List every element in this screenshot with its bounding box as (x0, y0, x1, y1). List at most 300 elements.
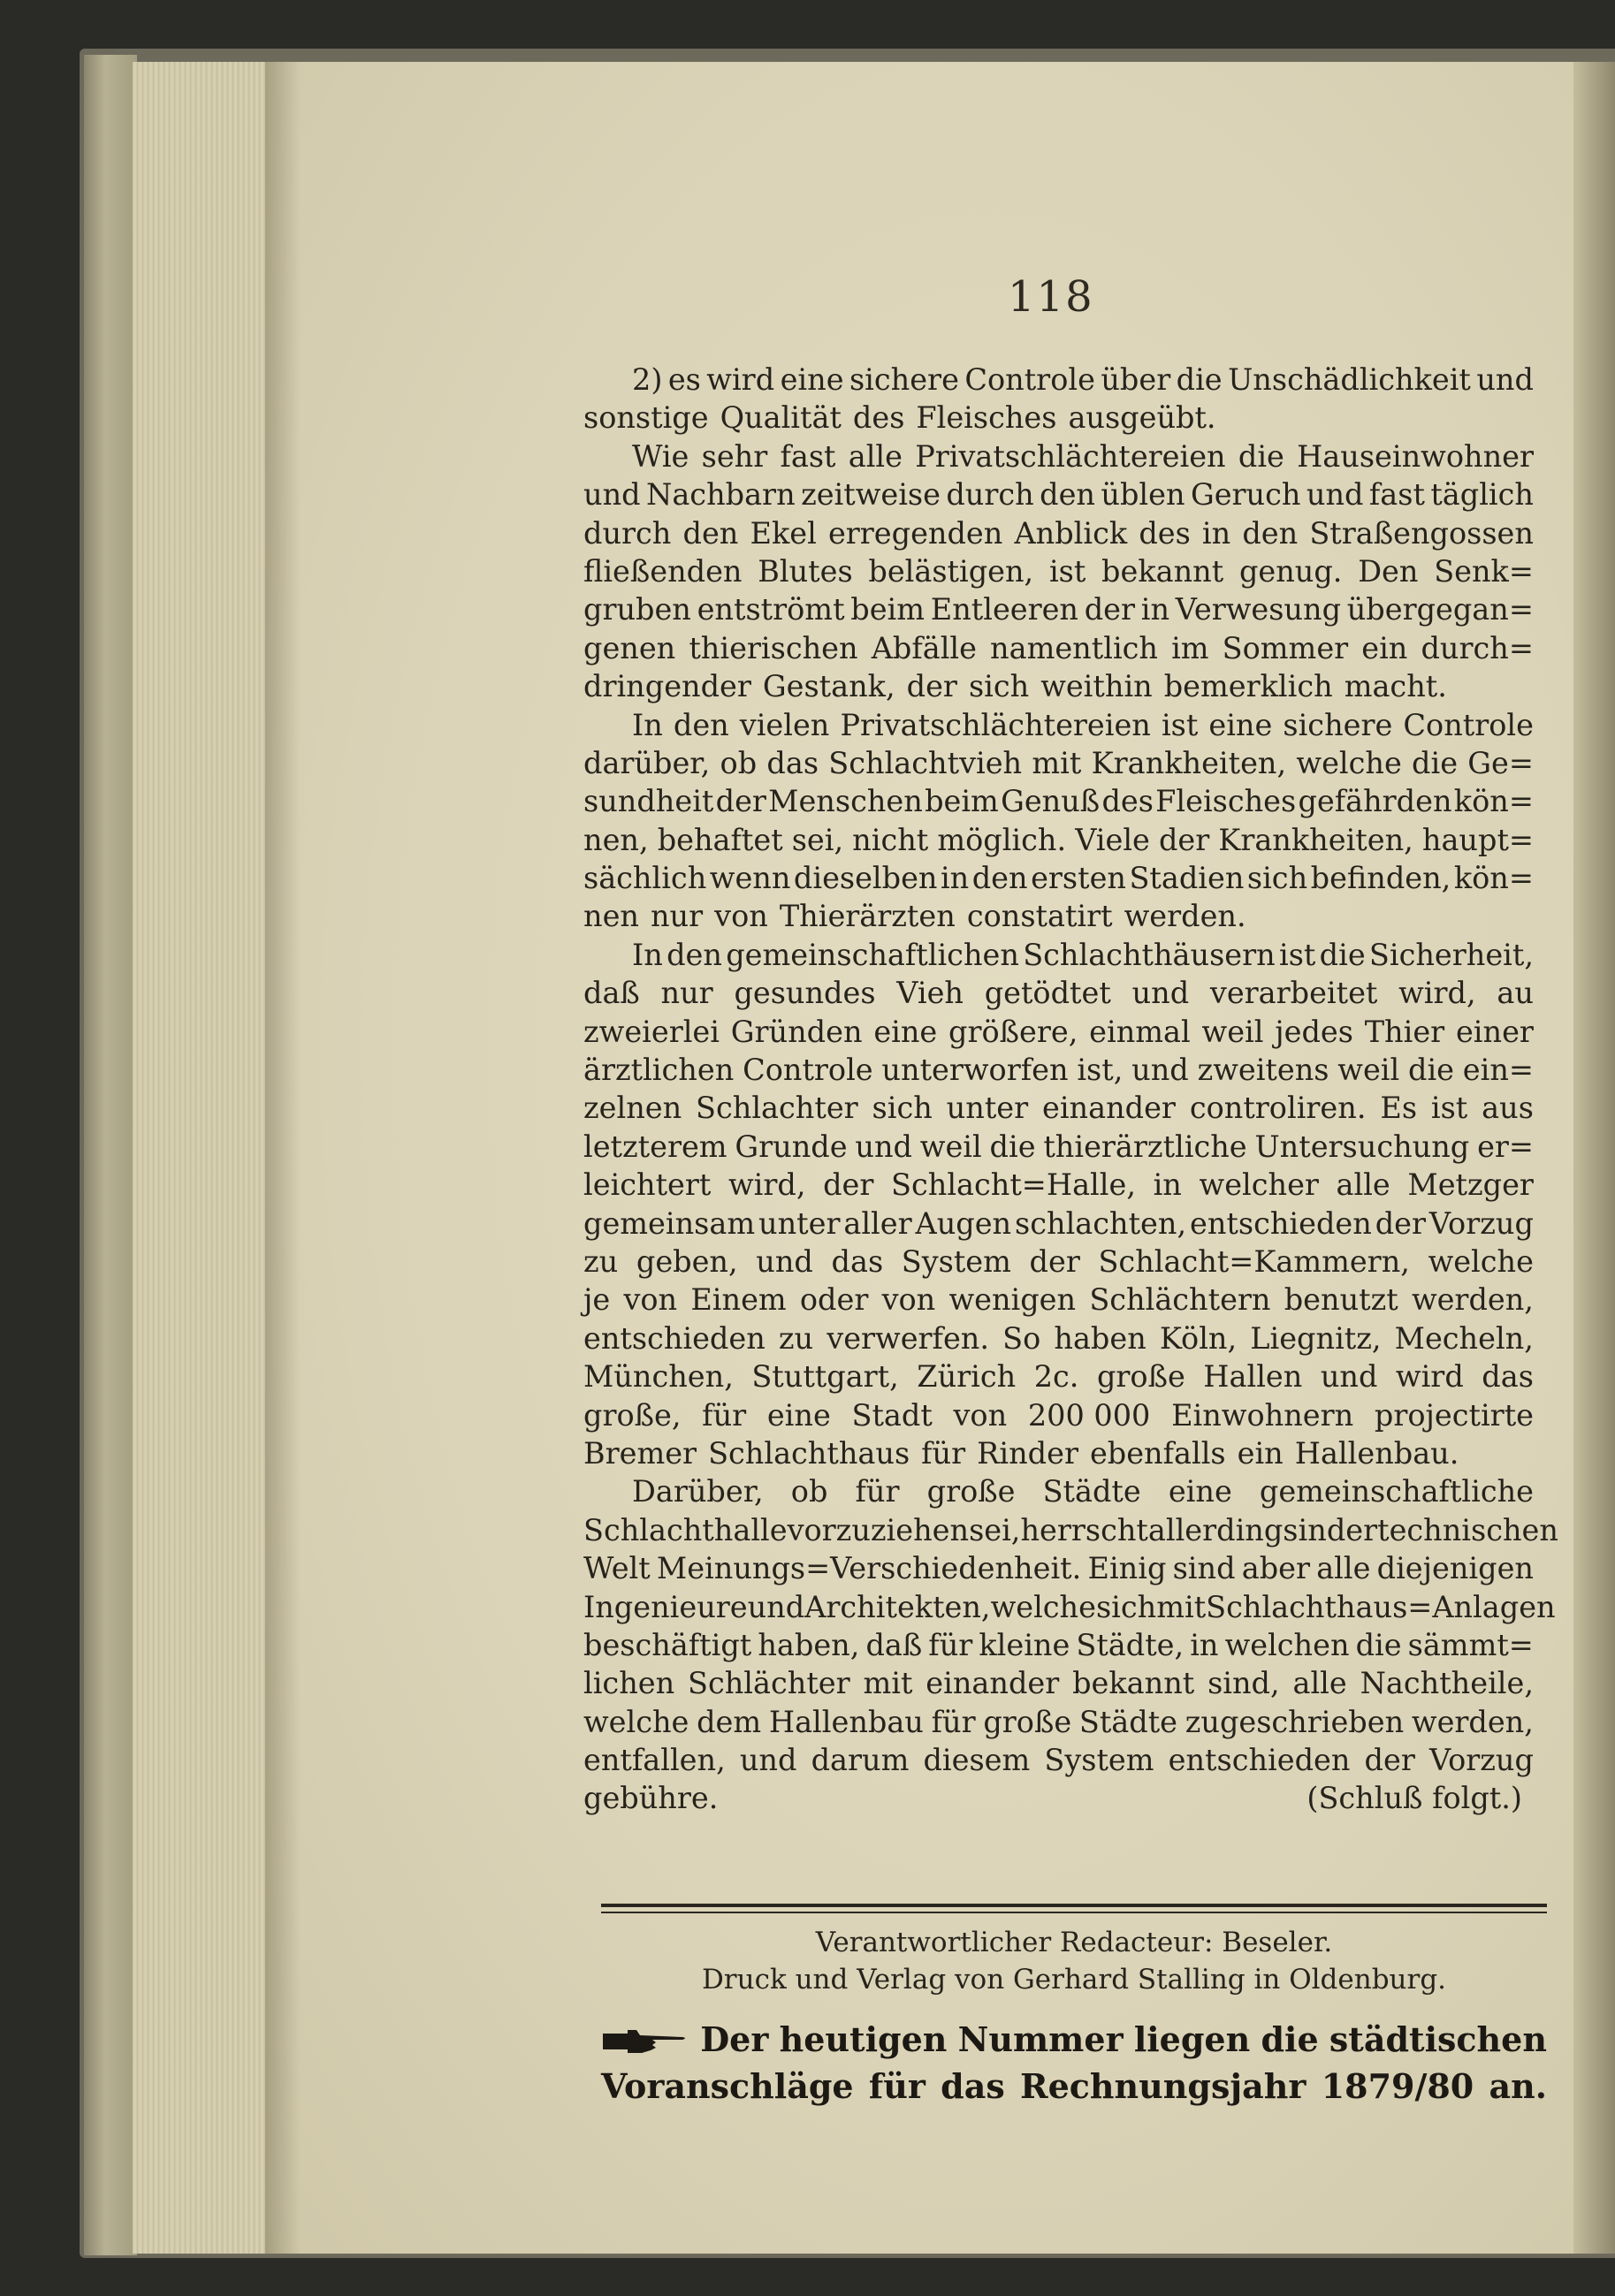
word: ist, (1077, 1053, 1124, 1088)
word: dem (697, 1704, 762, 1739)
word: der (1364, 1743, 1415, 1778)
text-line (583, 1013, 1534, 1051)
word: in (1298, 1512, 1327, 1547)
word: Wie (632, 438, 689, 474)
word: letzterem (583, 1129, 728, 1164)
pointing-hand-icon (601, 2025, 689, 2055)
word: Schlachter (696, 1091, 858, 1126)
text-line (583, 1357, 1534, 1395)
word: erregenden (827, 515, 1003, 551)
word: Vorzug (1428, 1743, 1534, 1778)
text-line (583, 629, 1534, 667)
word: Hauseinwohner (1297, 438, 1534, 474)
word: sämmt= (1407, 1627, 1534, 1662)
word: weil (1337, 1053, 1400, 1088)
word: werden. (1124, 899, 1246, 934)
word: sich (1095, 1589, 1157, 1624)
word: System (901, 1243, 1011, 1279)
word: die (1408, 1053, 1454, 1088)
word: Bremer (583, 1435, 697, 1471)
word: weil (919, 1129, 982, 1164)
word: und (1320, 1359, 1378, 1395)
word: aller (843, 1205, 912, 1241)
word: ein= (1462, 1053, 1534, 1088)
word: Stadien (1129, 861, 1245, 896)
word: den (667, 937, 722, 972)
text-line (583, 1166, 1534, 1204)
word: Hallenbau. (1294, 1435, 1459, 1471)
word: Nachbarn (646, 477, 796, 513)
word: ärztlichen (583, 1053, 735, 1088)
notice-word: für (868, 2066, 926, 2106)
word: zeitweise (801, 477, 941, 513)
text-line (583, 1319, 1534, 1357)
word: möglich. (937, 822, 1067, 857)
word: alle (848, 438, 903, 474)
word: unter (758, 1205, 841, 1241)
word: Zürich (917, 1359, 1017, 1395)
word: Krankheiten, (1218, 822, 1413, 857)
word: vielen (739, 707, 830, 742)
word: entschieden (583, 1320, 766, 1356)
word: diejenigen (1376, 1551, 1534, 1586)
word: Gestank, (762, 669, 895, 704)
word: sich (968, 669, 1030, 704)
word: belästigen, (868, 553, 1034, 589)
publisher-line: Druck und Verlag von Gerhard Stalling in Oldenburg. (701, 1964, 1447, 1996)
word: des (852, 400, 905, 436)
word: zu (583, 1243, 619, 1279)
word: entströmt (697, 592, 845, 627)
word: dringender (583, 669, 751, 704)
word: Welt (583, 1551, 651, 1586)
word: ausgeübt. (1068, 400, 1216, 436)
word: Liegnitz, (1250, 1320, 1382, 1356)
word: Hallenbau (768, 1704, 924, 1739)
text-line (583, 1588, 1556, 1626)
word: Ekel (750, 515, 817, 551)
word: nen (583, 899, 639, 934)
word: sind, (1207, 1666, 1280, 1701)
supplement-notice-line-1 (601, 2019, 1547, 2059)
word: täglich (1430, 477, 1534, 513)
word: den (682, 515, 739, 551)
word: daß (583, 976, 640, 1011)
text-line (583, 1511, 1558, 1549)
word: Schlacht=Kammern, (1098, 1243, 1410, 1279)
word: Es (1380, 1091, 1418, 1126)
word: Schlächter (688, 1666, 850, 1701)
word: größere, (948, 1014, 1078, 1049)
word: vorzuziehen (787, 1512, 970, 1547)
text-line (583, 859, 1534, 897)
word: jedes (1275, 1014, 1353, 1049)
word: Architekten, (804, 1589, 991, 1624)
word: von (953, 1397, 1008, 1433)
word: darüber, (583, 745, 711, 780)
word: lichen (583, 1666, 675, 1701)
word: sich (1246, 861, 1308, 896)
word: einmal (1089, 1014, 1191, 1049)
notice-word: liegen (1133, 2019, 1251, 2059)
notice-word: Nummer (957, 2019, 1124, 2059)
word: Privatschlächtereien (840, 707, 1151, 742)
word: sundheit (583, 784, 714, 819)
word: Sommer (1222, 630, 1349, 665)
word: unterworfen (881, 1053, 1069, 1088)
word: unter (946, 1091, 1029, 1126)
word: und (1131, 1053, 1189, 1088)
word: Grunde (735, 1129, 848, 1164)
notice-word: an. (1489, 2066, 1547, 2106)
word: herrscht (1020, 1512, 1148, 1547)
word: Nachtheile, (1360, 1666, 1534, 1701)
word: der (1084, 592, 1136, 627)
word: thierischen (689, 630, 858, 665)
word: sichere (849, 362, 959, 397)
page-right-edge (1573, 62, 1615, 2254)
word: constatirt (966, 899, 1113, 934)
word: verarbeitet (1209, 976, 1378, 1011)
word: Meinungs=Verschiedenheit. (656, 1551, 1082, 1586)
word: 2c. (1033, 1359, 1079, 1395)
word: Köln, (1159, 1320, 1238, 1356)
text-line (583, 1664, 1534, 1702)
word: durch (946, 477, 1034, 513)
word: ob (720, 745, 758, 780)
word: bekannt (1072, 1666, 1195, 1701)
word: von (714, 899, 768, 934)
word: das (1482, 1359, 1534, 1395)
notice-word: Voranschläge (601, 2066, 854, 2106)
word: entschieden (1190, 1205, 1372, 1241)
word: beim (850, 592, 926, 627)
word: Anblick (1014, 515, 1128, 551)
word: Senk= (1434, 553, 1534, 589)
word: mit (863, 1666, 913, 1701)
word: Städte (1078, 1704, 1178, 1739)
word: wenigen (948, 1282, 1077, 1318)
word: für (931, 1704, 976, 1739)
word: bekannt (1101, 553, 1224, 589)
word: Stadt (851, 1397, 933, 1433)
text-line (583, 1741, 1534, 1779)
word: schlachten, (1015, 1205, 1187, 1241)
word: befinden, (1310, 861, 1451, 896)
word: mit (1032, 745, 1082, 780)
word: ist (1048, 553, 1086, 589)
word: und (1131, 976, 1190, 1011)
word: Den (1358, 553, 1419, 589)
word: wenn (709, 861, 791, 896)
word: große (983, 1704, 1072, 1739)
word: gesundes (734, 976, 876, 1011)
word: Ge= (1467, 745, 1534, 780)
text-line (583, 897, 1534, 935)
word: durch= (1421, 630, 1534, 665)
word: werden, (1411, 1282, 1534, 1318)
word: Fleisches (1155, 784, 1297, 819)
word: benutzt (1284, 1282, 1398, 1318)
word: Einem (690, 1282, 787, 1318)
word: Geruch (1190, 477, 1301, 513)
word: von (881, 1282, 936, 1318)
word: sei, (969, 1512, 1021, 1547)
notice-word: Der (700, 2019, 769, 2059)
word: Sicherheit, (1368, 937, 1534, 972)
word: In (632, 707, 663, 742)
word: fast (780, 438, 836, 474)
word: au (1497, 976, 1534, 1011)
word: Ingenieure (583, 1589, 748, 1624)
text-line (632, 437, 1534, 475)
word: für (855, 1474, 900, 1509)
word: zweierlei (583, 1014, 720, 1049)
word: haben (1054, 1320, 1146, 1356)
word: den (1040, 477, 1095, 513)
word: die (1238, 438, 1284, 474)
text-line (583, 1089, 1534, 1127)
word: System (1044, 1743, 1154, 1778)
word: Vieh (896, 976, 964, 1011)
word: Thier (1364, 1014, 1445, 1049)
word: es (667, 362, 701, 397)
word: der (1158, 822, 1210, 857)
word: und (739, 1743, 797, 1778)
word: große (926, 1474, 1016, 1509)
word: alle (1292, 1666, 1347, 1701)
word: (Schluß folgt.) (1306, 1781, 1522, 1816)
word: Darüber, (632, 1474, 764, 1509)
text-line (583, 974, 1534, 1012)
separator-rule (601, 1904, 1547, 1907)
word: haben, (758, 1627, 860, 1662)
word: in (1153, 1167, 1182, 1203)
word: die (1176, 362, 1223, 397)
word: controliren. (1189, 1091, 1367, 1126)
word: leichtert (583, 1167, 712, 1203)
text-line (583, 1281, 1534, 1319)
word: einer (1455, 1014, 1534, 1049)
word: aber (1241, 1551, 1310, 1586)
word: Controle (1403, 707, 1534, 742)
word: sei, (791, 822, 844, 857)
word: geben, (636, 1243, 738, 1279)
word: entschieden (1168, 1743, 1351, 1778)
word: und (583, 477, 641, 513)
text-line (583, 1434, 1534, 1472)
word: der (1375, 1205, 1427, 1241)
word: technischen (1377, 1512, 1558, 1547)
word: welche (1296, 745, 1402, 780)
word: den (971, 861, 1028, 896)
word: kön= (1453, 784, 1534, 819)
word: projectirte (1374, 1397, 1534, 1433)
text-line (583, 552, 1534, 590)
text-line (632, 706, 1534, 744)
word: Hallen (1203, 1359, 1303, 1395)
word: Viele (1075, 822, 1150, 857)
word: alle (1316, 1551, 1371, 1586)
word: alle (1336, 1167, 1390, 1203)
word: So (1002, 1320, 1041, 1356)
word: in (1140, 592, 1170, 627)
word: aus (1482, 1091, 1534, 1126)
word: nen, (583, 822, 649, 857)
word: wird (706, 362, 775, 397)
word: eine (1208, 707, 1273, 742)
word: sehr (701, 438, 768, 474)
word: Controle (743, 1053, 873, 1088)
word: Augen (915, 1205, 1012, 1241)
text-line (583, 1703, 1534, 1741)
word: in (1201, 515, 1231, 551)
word: zu (778, 1320, 814, 1356)
word: Einig (1087, 1551, 1167, 1586)
word: er= (1477, 1129, 1534, 1164)
word: thierärztliche (1043, 1129, 1247, 1164)
article-body (583, 361, 1558, 1818)
text-line (583, 514, 1534, 552)
notice-word: städtischen (1329, 2019, 1547, 2059)
word: von (623, 1282, 678, 1318)
word: ersten (1031, 861, 1126, 896)
word: ist (1161, 707, 1199, 742)
word: große (1096, 1359, 1185, 1395)
word: München, (583, 1359, 734, 1395)
word: die (1412, 745, 1459, 780)
word: welche (990, 1589, 1096, 1624)
word: der (906, 669, 957, 704)
word: ein (1237, 1435, 1284, 1471)
word: Unschädlichkeit (1228, 362, 1471, 397)
word: Entleeren (930, 592, 1079, 627)
word: diesem (923, 1743, 1031, 1778)
text-line (583, 667, 1534, 705)
editor-line: Verantwortlicher Redacteur: Beseler. (815, 1927, 1333, 1958)
word: bemerklich (1163, 669, 1333, 704)
text-line (583, 590, 1534, 628)
word: gefährden (1298, 784, 1452, 819)
word: Blutes (758, 553, 853, 589)
word: Schlachthäusern (1023, 937, 1276, 972)
word: gruben (583, 592, 691, 627)
word: die (1319, 937, 1366, 972)
notice-word: die (1261, 2019, 1319, 2059)
text-line (583, 1205, 1534, 1243)
word: Schlachtvieh (828, 745, 1023, 780)
text-line (583, 821, 1534, 859)
word: sonstige (583, 400, 709, 436)
text-line (632, 1472, 1534, 1510)
word: fließenden (583, 553, 743, 589)
word: für (702, 1397, 747, 1433)
separator-rule-thin (601, 1912, 1547, 1913)
word: Metzger (1407, 1167, 1534, 1203)
page-stack (133, 62, 274, 2254)
word: Straßengossen (1309, 515, 1534, 551)
notice-word: 1879/80 (1321, 2066, 1474, 2106)
word: einander (926, 1666, 1060, 1701)
word: genug. (1238, 553, 1343, 589)
word: Schlachthaus (708, 1435, 910, 1471)
word: sächlich (583, 861, 707, 896)
word: gebühre. (583, 1781, 719, 1816)
word: Städte, (1076, 1627, 1185, 1662)
word: Städte (1042, 1474, 1141, 1509)
word: eine (873, 1014, 938, 1049)
text-line (583, 399, 1534, 437)
text-line (583, 475, 1534, 513)
word: welcher (1199, 1167, 1319, 1203)
word: und (855, 1129, 912, 1164)
notice-word: das (941, 2066, 1005, 2106)
text-line (632, 361, 1534, 399)
word: Schlächtern (1089, 1282, 1271, 1318)
word: sind (1172, 1551, 1236, 1586)
word: Genuß (1001, 784, 1101, 819)
word: darum (811, 1743, 910, 1778)
word: Verwesung (1175, 592, 1342, 627)
word: das (766, 745, 819, 780)
word: kleine (979, 1627, 1070, 1662)
page-number: 118 (1008, 272, 1094, 322)
word: mit (1156, 1589, 1207, 1624)
word: in (1190, 1627, 1219, 1662)
word: einander (1042, 1091, 1176, 1126)
word: Mecheln, (1394, 1320, 1534, 1356)
word: durch (583, 515, 672, 551)
word: wird, (1398, 976, 1476, 1011)
word: entfallen, (583, 1743, 726, 1778)
word: gemeinschaftlichen (726, 937, 1019, 972)
word: der (823, 1167, 874, 1203)
word: beschäftigt (583, 1627, 752, 1662)
word: Privatschlächtereien (915, 438, 1226, 474)
word: dieselben (793, 861, 938, 896)
word: haupt= (1421, 822, 1534, 857)
word: den (1242, 515, 1299, 551)
book-spine-edge (84, 55, 137, 2255)
word: ebenfalls (1089, 1435, 1226, 1471)
word: den (673, 707, 729, 742)
word: Fleisches (916, 400, 1057, 436)
word: daß (865, 1627, 923, 1662)
word: übergegan= (1346, 592, 1534, 627)
word: Qualität (720, 400, 842, 436)
word: Controle (964, 362, 1095, 397)
word: 2) (632, 362, 663, 397)
word: große, (583, 1397, 682, 1433)
word: für (921, 1435, 966, 1471)
notice-word: Rechnungsjahr (1020, 2066, 1306, 2106)
word: des (1101, 784, 1154, 819)
word: namentlich (990, 630, 1158, 665)
word: nur (650, 899, 704, 934)
word: die (989, 1129, 1036, 1164)
word: werden, (1411, 1704, 1534, 1739)
word: und (1476, 362, 1534, 397)
word: ist (1279, 937, 1316, 972)
word: welche (583, 1704, 689, 1739)
text-line (583, 1549, 1534, 1587)
word: Schlachthalle (583, 1512, 788, 1547)
word: behaftet (657, 822, 783, 857)
word: ob (790, 1474, 828, 1509)
word: zweitens (1197, 1053, 1329, 1088)
word: ist (1430, 1091, 1468, 1126)
word: der (715, 784, 766, 819)
